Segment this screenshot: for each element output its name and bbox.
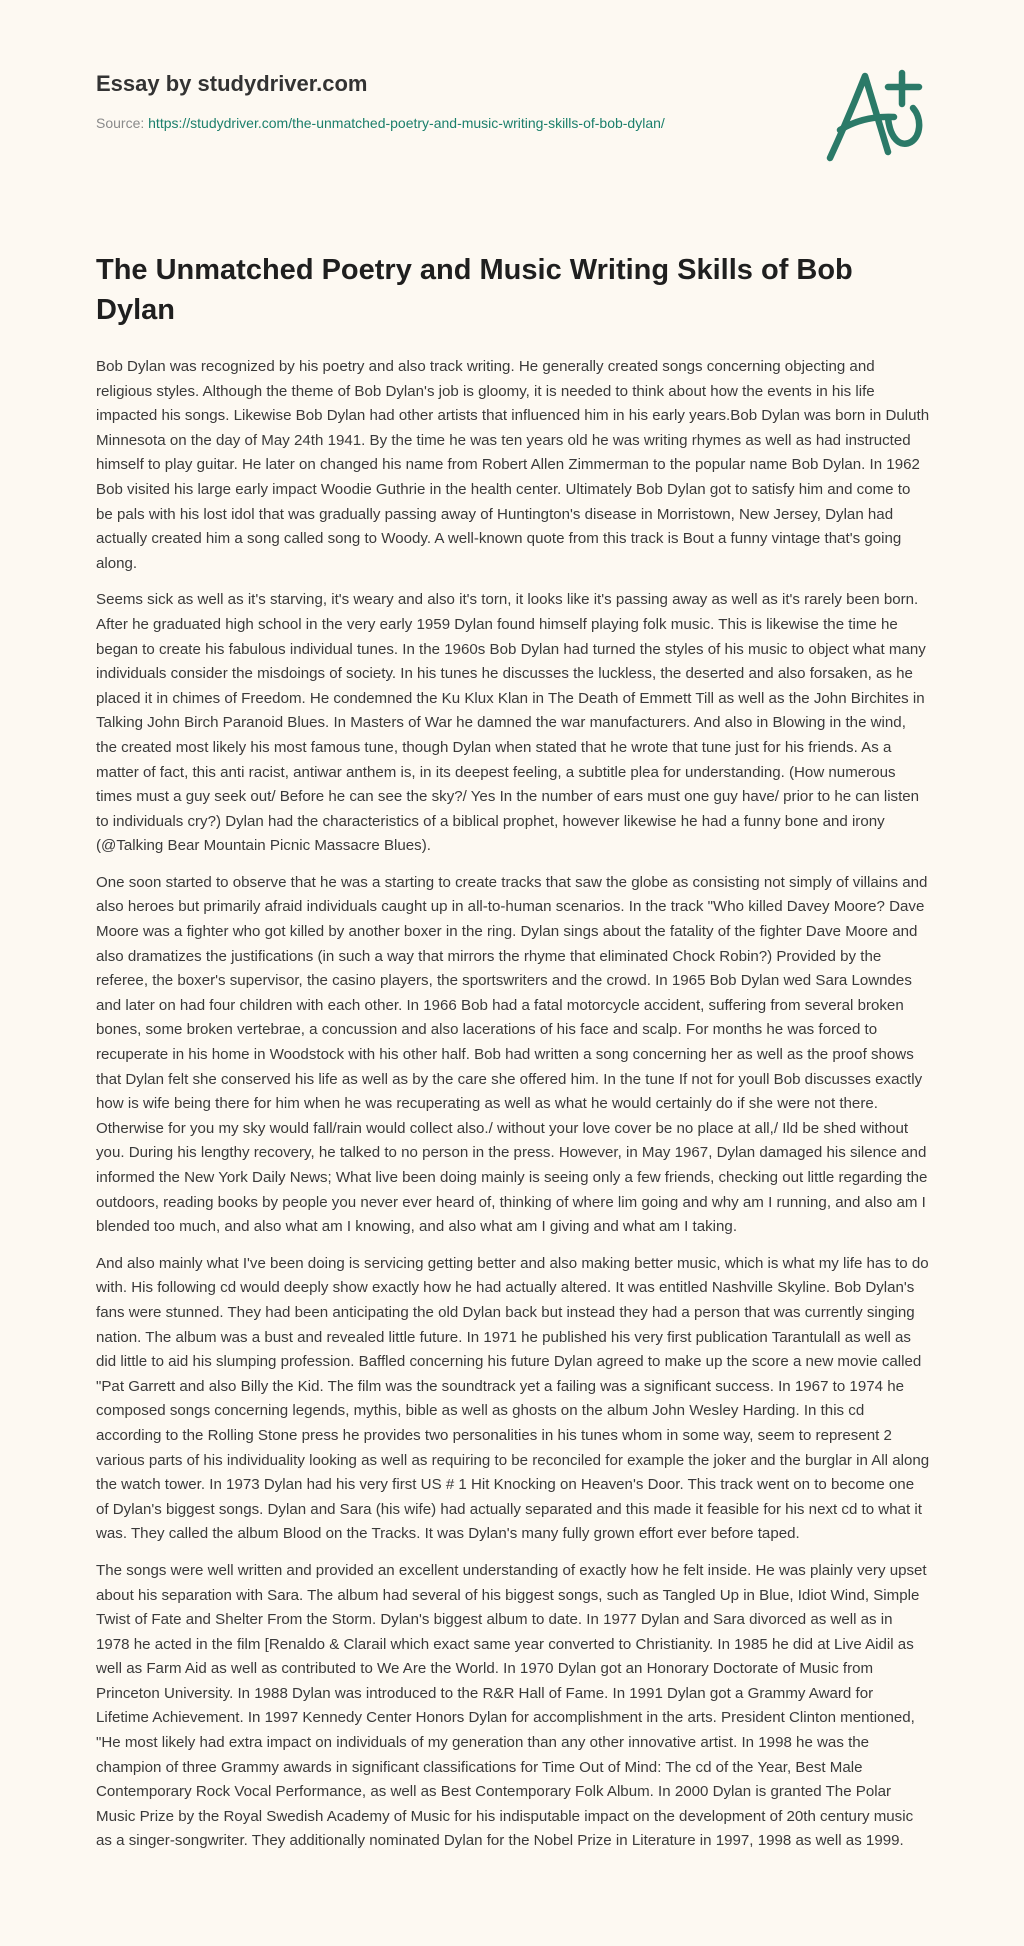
paragraph: The songs were well written and provided an excellent understanding of exactly how he felt inside. He was plainly very upset about his separation with Sara. The album had several of his biggest songs, such as Tangled Up in Blue, Idiot Wind, Simple Twist of Fate and Shelter From the Storm. Dylan's biggest album to date. In 1977 Dylan and Sara divorced as well as in 1978 he acted in the film [Renaldo & Clarail which exact same year converted to Christianity. In 1985 he did at Live Aidil as well as Farm Aid as well as contributed to We Are the World. In 1970 Dylan got an Honorary Doctorate of Music from Princeton University. In 1988 Dylan was introduced to the R&R Hall of Fame. In 1991 Dylan got a Grammy Award for Lifetime Achievement. In 1997 Kennedy Center Honors Dylan for accomplishment in the arts. President Clinton mentioned, "He most likely had extra impact on individuals of my generation than any other innovative artist. In 1998 he was the champion of three Grammy awards in significant classifications for Time Out of Mind: The cd of the Year, Best Male Contemporary Rock Vocal Performance, as well as Best Contemporary Folk Album. In 2000 Dylan is granted The Polar Music Prize by the Royal Swedish Academy of Music for his indisputable impact on the development of 20th century music as a singer-songwriter. They additionally nominated Dylan for the Nobel Prize in Literature in 1997, 1998 as well as 1999. (96, 1561, 927, 1850)
paragraph: Seems sick as well as it's starving, it's weary and also it's torn, it looks like it's passing away as well as it's rarely been born. After he graduated high school in the very early 1959 Dylan found himself playing folk music. This is likewise the time he began to create his fabulous individual tunes. In the 1960s Bob Dylan had turned the styles of his music to object what many individuals consider the misdoings of society. In his tunes he discusses the luckless, the deserted and also forsaken, as he placed it in chimes of Freedom. He condemned the Ku Klux Klan in The Death of Emmett Till as well as the John Birchites in Talking John Birch Paranoid Blues. In Masters of War he damned the war manufacturers. And also in Blowing in the wind, the created most likely his most famous tune, though Dylan when stated that he wrote that tune just for his friends. As a matter of fact, this anti racist, antiwar anthem is, in its deepest feeling, a subtitle plea for understanding. (How numerous times must a guy seek out/ Before he can see the sky?/ Yes In the number of ears must one guy have/ prior to he can listen to individuals cry?) Dylan had the characteristics of a biblical prophet, however likewise he had a funny bone and irony (@Talking Bear Mountain Picnic Massacre Blues). (96, 591, 926, 855)
brand-title: Essay by studydriver.com (96, 71, 368, 96)
page-title: The Unmatched Poetry and Music Writing Skills of Bob Dylan (96, 254, 853, 326)
a-plus-logo-icon (818, 66, 930, 166)
source-line (96, 112, 796, 134)
site-header (96, 70, 796, 134)
article-body (96, 355, 930, 1866)
source-label: Source: (96, 115, 145, 131)
paragraph: Bob Dylan was recognized by his poetry and also track writing. He generally created songs concerning objecting and religious styles. Although the theme of Bob Dylan's job is gloomy, it is needed to think about how the events in his life impacted his songs. Likewise Bob Dylan had other artists that influenced him in his early years.Bob Dylan was born in Duluth Minnesota on the day of May 24th 1941. By the time he was ten years old he was writing rhymes as well as had instructed himself to play guitar. He later on changed his name from Robert Allen Zimmerman to the popular name Bob Dylan. In 1962 Bob visited his large early impact Woodie Guthrie in the health center. Ultimately Bob Dylan got to satisfy him and come to be pals with his lost idol that was gradually passing away of Huntington's disease in Morristown, New Jersey, Dylan had actually created him a song called song to Woody. A well-known quote from this track is Bout a funny vintage that's going along. (96, 358, 930, 572)
source-link[interactable]: https://studydriver.com/the-unmatched-poetry-and-music-writing-skills-of-bob-dylan/ (148, 115, 665, 131)
paragraph: And also mainly what I've been doing is servicing getting better and also making better music, which is what my life has to do with. His following cd would deeply show exactly how he had actually altered. It was entitled Nashville Skyline. Bob Dylan's fans were stunned. They had been anticipating the old Dylan back but instead they had a person that was currently singing nation. The album was a bust and revealed little future. In 1971 he published his very first publication Tarantulall as well as did little to aid his slumping profession. Baffled concerning his future Dylan agreed to make up the score a new movie called "Pat Garrett and also Billy the Kid. The film was the soundtrack yet a failing was a significant success. In 1967 to 1974 he composed songs concerning legends, mythis, bible as well as ghosts on the album John Wesley Harding. In this cd according to the Rolling Stone press he provides two personalities in his tunes whom in some way, seem to represent 2 various parts of his individuality looking as well as requiring to be reconciled for example the joker and the burglar in All along the watch tower. In 1973 Dylan had his very first US # 1 Hit Knocking on Heaven's Door. This track went on to become one of Dylan's biggest songs. Dylan and Sara (his wife) had actually separated and this made it feasible for his next cd to what it was. They called the album Blood on the Tracks. It was Dylan's many fully grown effort ever before taped. (96, 1254, 930, 1543)
paragraph: One soon started to observe that he was a starting to create tracks that saw the globe as consisting not simply of villains and also heroes but primarily afraid individuals caught up in all-to-human scenarios. In the track "Who killed Davey Moore? Dave Moore was a fighter who got killed by another boxer in the ring. Dylan sings about the fatality of the fighter Dave Moore and also dramatizes the justifications (in such a way that mirrors the rhyme that eliminated Chock Robin?) Provided by the referee, the boxer's supervisor, the casino players, the sportswriters and the crowd. In 1965 Bob Dylan wed Sara Lowndes and later on had four children with each other. In 1966 Bob had a fatal motorcycle accident, suffering from several broken bones, some broken vertebrae, a concussion and also lacerations of his face and scalp. For months he was forced to recuperate in his home in Woodstock with his other half. Bob had written a song concerning her as well as the proof shows that Dylan felt she conserved his life as well as by the care she offered him. In the tune If not for youll Bob discusses exactly how is wife being there for him when he was recuperating as well as what he would certainly do if she were not there. Otherwise for you my sky would fall/rain would collect also./ without your love cover be no place at all,/ Ild be shed without you. During his lengthy recovery, he talked to no person in the press. However, in May 1967, Dylan damaged his silence and informed the New York Daily News; What live been doing mainly is seeing only a few friends, checking out little regarding the outdoors, reading books by people you never ever heard of, thinking of where lim going and why am I running, and also am I blended too much, and also what am I knowing, and also what am I giving and what am I taking. (96, 873, 928, 1236)
